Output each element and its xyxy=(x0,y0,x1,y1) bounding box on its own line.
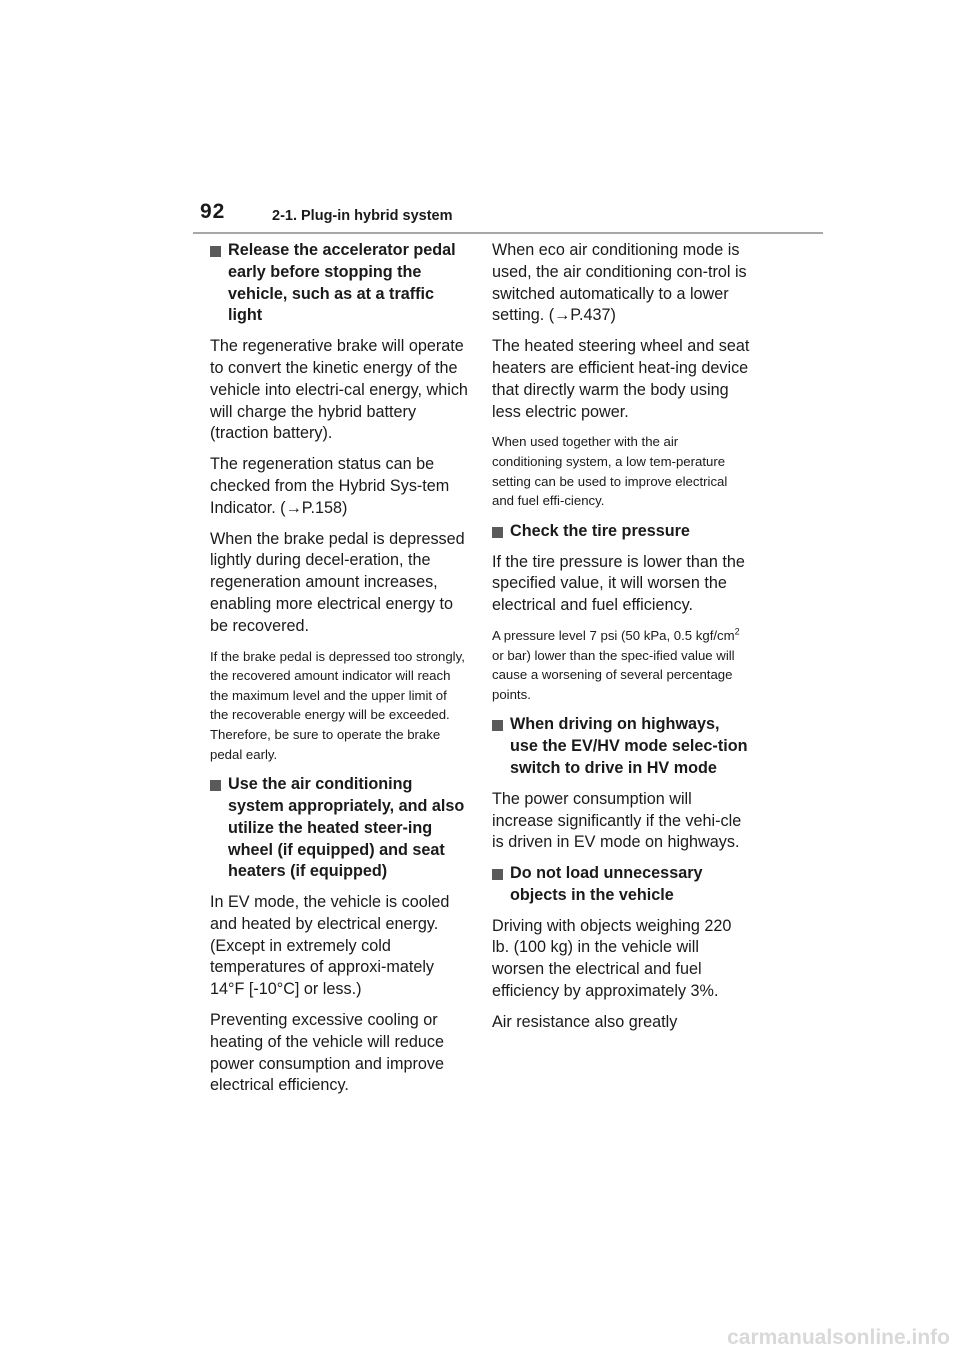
header-divider xyxy=(193,232,823,234)
heading-air-conditioning xyxy=(210,774,468,883)
paragraph-ev-mode-cooling: In EV mode, the vehicle is cooled and heated by electrical energy. (Except in extremely cold temperatures of approxi-mately 14°F [-10°C] or less.) xyxy=(210,893,450,999)
note-text-b: or bar) lower than the spec-ified value will cause a worsening of several percentage points. xyxy=(492,647,735,702)
bullet-square-icon xyxy=(210,780,221,791)
section-title: 2-1. Plug-in hybrid system xyxy=(272,208,453,224)
paragraph-tire-pressure: If the tire pressure is lower than the specified value, it will worsen the electrical and fuel efficiency. xyxy=(492,552,745,615)
note-text-a: A pressure level 7 psi (50 kPa, 0.5 kgf/cm xyxy=(492,627,735,643)
note-tire-pressure xyxy=(492,626,750,704)
paragraph-prevent-excessive: Preventing excessive cooling or heating of the vehicle will reduce power consumption and improve electrical efficiency. xyxy=(210,1011,444,1095)
note-brake-pedal: If the brake pedal is depressed too strongly, the recovered amount indicator will reach the maximum level and the upper limit of the recoverable energy will be exceeded. Therefore, be sure to operate the brake pedal early. xyxy=(210,648,465,762)
heading-unnecessary-objects xyxy=(492,863,750,907)
watermark: carmanualsonline.info xyxy=(727,1326,950,1349)
paragraph-weight: Driving with objects weighing 220 lb. (100 kg) in the vehicle will worsen the electrical and fuel efficiency by approximately 3%. xyxy=(492,916,732,1001)
paragraph-eco-air-conditioning: When eco air conditioning mode is used, the air conditioning con-trol is switched automatically to a lower setting. (→P.437) xyxy=(492,241,747,325)
bullet-square-icon xyxy=(210,246,221,257)
heading-release-accelerator xyxy=(210,240,468,327)
page-footer xyxy=(0,1318,960,1358)
paragraph-regenerative-brake: The regenerative brake will operate to convert the kinetic energy of the vehicle into electri-cal energy, which will charge the hybrid battery (traction battery). xyxy=(210,337,468,443)
bullet-square-icon xyxy=(492,527,503,538)
heading-highways xyxy=(492,714,750,779)
heading-text: Use the air conditioning system appropriately, and also utilize the heated steer-ing wheel (if equipped) and seat heaters (if equipped) xyxy=(228,775,465,881)
note-air-conditioning: When used together with the air conditioning system, a low tem-perature setting can be used to improve electrical and fuel effi-ciency. xyxy=(492,434,728,509)
bullet-square-icon xyxy=(492,720,503,731)
page-number: 92 xyxy=(200,200,226,223)
paragraph-air-resistance: Air resistance also greatly xyxy=(492,1012,678,1031)
paragraph-heated-steering: The heated steering wheel and seat heaters are efficient heat-ing device that directly warm the body using less electric power. xyxy=(492,337,750,421)
page-header xyxy=(0,0,960,236)
heading-tire-pressure xyxy=(492,521,750,543)
left-column xyxy=(210,240,468,1106)
superscript-two: 2 xyxy=(734,626,740,637)
paragraph-regeneration-status: The regeneration status can be checked from the Hybrid Sys-tem Indicator. (→P.158) xyxy=(210,455,450,517)
right-column xyxy=(492,240,750,1043)
bullet-square-icon xyxy=(492,869,503,880)
heading-text: Do not load unnecessary objects in the vehicle xyxy=(510,864,703,904)
heading-text: When driving on highways, use the EV/HV mode selec-tion switch to drive in HV mode xyxy=(510,715,748,777)
heading-text: Release the accelerator pedal early before stopping the vehicle, such as at a traffic light xyxy=(228,241,456,325)
paragraph-power-consumption: The power consumption will increase significantly if the vehi-cle is driven in EV mode on highways. xyxy=(492,789,742,852)
paragraph-brake-pedal: When the brake pedal is depressed lightly during decel-eration, the regeneration amount increases, enabling more electrical energy to be recovered. xyxy=(210,529,465,635)
heading-text: Check the tire pressure xyxy=(510,521,690,540)
